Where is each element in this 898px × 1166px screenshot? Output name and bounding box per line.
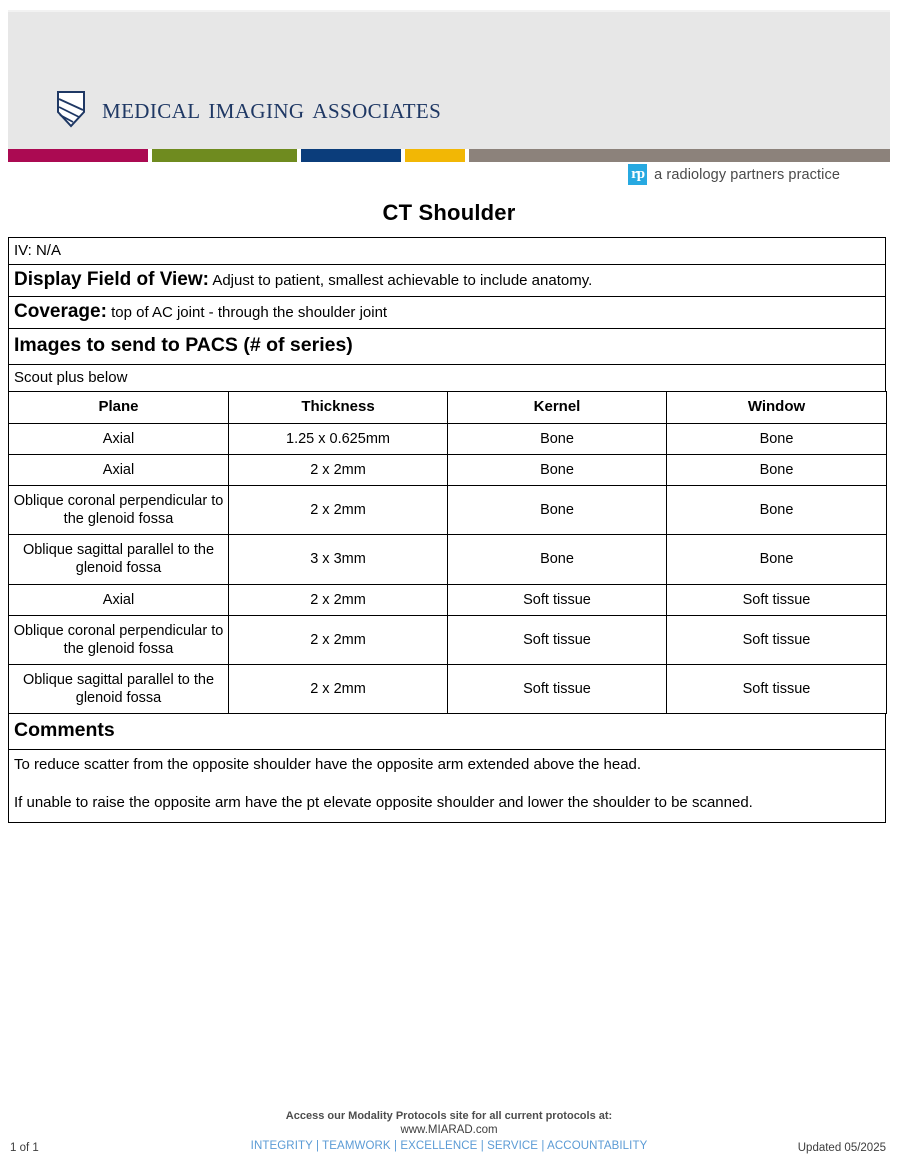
table-cell: Soft tissue xyxy=(448,615,667,664)
letterhead-banner xyxy=(8,10,890,150)
images-section-heading: Images to send to PACS (# of series) xyxy=(14,334,353,356)
table-row xyxy=(9,664,887,713)
partner-tagline: a radiology partners practice xyxy=(654,166,840,183)
table-cell: 2 x 2mm xyxy=(229,486,448,535)
table-cell: 2 x 2mm xyxy=(229,615,448,664)
color-bar-segment-warm-gray xyxy=(469,149,890,162)
table-cell: 2 x 2mm xyxy=(229,454,448,485)
table-cell: Bone xyxy=(448,486,667,535)
brand-name: medical imaging associates xyxy=(102,92,442,125)
table-cell: Bone xyxy=(667,423,887,454)
series-column-header: Thickness xyxy=(229,392,448,424)
table-cell: Soft tissue xyxy=(667,615,887,664)
table-cell: Axial xyxy=(9,454,229,485)
table-cell: 3 x 3mm xyxy=(229,535,448,584)
comments-heading: Comments xyxy=(14,719,115,741)
comment-paragraph: To reduce scatter from the opposite shoulder have the opposite arm extended above the head. xyxy=(14,756,642,773)
table-cell: Axial xyxy=(9,584,229,615)
table-cell: 2 x 2mm xyxy=(229,584,448,615)
shield-icon xyxy=(56,90,86,128)
table-row xyxy=(9,486,887,535)
table-cell: Bone xyxy=(667,535,887,584)
row-scout-note xyxy=(9,365,886,392)
table-row xyxy=(9,454,887,485)
color-bar-segment-olive-green xyxy=(152,149,297,162)
dfov-value: Adjust to patient, smallest achievable to include anatomy. xyxy=(212,272,593,289)
table-row xyxy=(9,535,887,584)
radiology-partners-badge xyxy=(628,164,840,185)
updated-stamp: Updated 05/2025 xyxy=(797,1142,886,1154)
table-cell: 2 x 2mm xyxy=(229,664,448,713)
footer-access-line: Access our Modality Protocols site for all current protocols at: xyxy=(285,1110,613,1122)
table-cell: Oblique coronal perpendicular to the glenoid fossa xyxy=(9,615,229,664)
table-cell: Soft tissue xyxy=(448,664,667,713)
series-table xyxy=(8,391,887,714)
comments-text xyxy=(9,750,885,822)
comment-paragraph: If unable to raise the opposite arm have the pt elevate opposite shoulder and lower the shoulder to be scanned. xyxy=(14,794,753,811)
brand-lockup xyxy=(56,90,441,128)
brand-color-bar xyxy=(8,149,890,162)
table-cell: 1.25 x 0.625mm xyxy=(229,423,448,454)
protocol-header-table xyxy=(8,237,886,392)
iv-value: IV: N/A xyxy=(14,242,61,259)
table-cell: Soft tissue xyxy=(667,664,887,713)
rp-logo-icon: rp xyxy=(628,164,647,185)
page-title: CT Shoulder xyxy=(382,200,516,225)
table-cell: Oblique sagittal parallel to the glenoid fossa xyxy=(9,664,229,713)
table-row xyxy=(9,423,887,454)
color-bar-segment-crimson xyxy=(8,149,148,162)
scout-note: Scout plus below xyxy=(14,369,128,386)
table-cell: Bone xyxy=(448,423,667,454)
color-bar-segment-navy-blue xyxy=(301,149,401,162)
table-cell: Oblique sagittal parallel to the glenoid fossa xyxy=(9,535,229,584)
table-cell: Oblique coronal perpendicular to the glenoid fossa xyxy=(9,486,229,535)
page-number: 1 of 1 xyxy=(10,1142,39,1154)
table-cell: Bone xyxy=(667,454,887,485)
table-cell: Axial xyxy=(9,423,229,454)
row-display-fov xyxy=(9,265,886,297)
dfov-label: Display Field of View: xyxy=(14,269,209,290)
table-row xyxy=(9,615,887,664)
row-comments-heading xyxy=(9,714,886,750)
row-comments-body xyxy=(9,750,886,823)
footer-website: www.MIARAD.com xyxy=(400,1124,498,1136)
coverage-value: top of AC joint - through the shoulder joint xyxy=(111,304,388,321)
series-table-header-row xyxy=(9,392,887,424)
row-iv xyxy=(9,238,886,265)
table-row xyxy=(9,584,887,615)
row-coverage xyxy=(9,297,886,329)
series-column-header: Plane xyxy=(9,392,229,424)
coverage-label: Coverage: xyxy=(14,301,107,322)
row-images-heading xyxy=(9,329,886,365)
footer-values: INTEGRITY | TEAMWORK | EXCELLENCE | SERVICE | ACCOUNTABILITY xyxy=(250,1140,648,1152)
table-cell: Soft tissue xyxy=(667,584,887,615)
series-column-header: Window xyxy=(667,392,887,424)
comments-table xyxy=(8,713,886,823)
color-bar-segment-gold xyxy=(405,149,465,162)
table-cell: Bone xyxy=(448,535,667,584)
table-cell: Bone xyxy=(667,486,887,535)
footer xyxy=(0,1110,898,1152)
series-column-header: Kernel xyxy=(448,392,667,424)
table-cell: Bone xyxy=(448,454,667,485)
table-cell: Soft tissue xyxy=(448,584,667,615)
